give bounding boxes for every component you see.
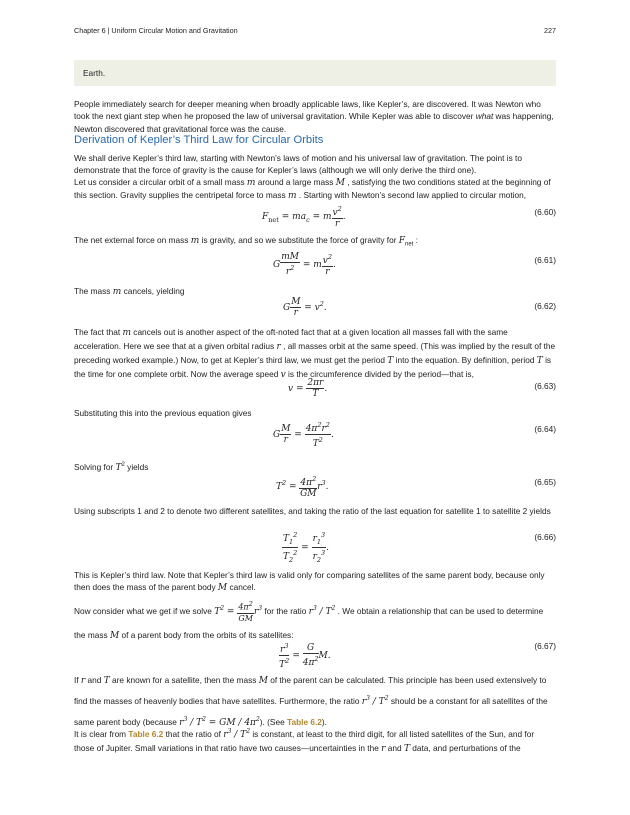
equation-6-66: $\frac{T_1^2}{T_2^2}$ = $\frac{r_1^3}{r_2^3}$ . bbox=[283, 531, 330, 564]
paragraph-circular-orbit: Let us consider a circular orbit of a small mass m around a large mass M , satisfying the two conditions stated at the beginning of this section. Gravity supplies the centripetal force to mass m . Starting with Newton’s second law applied to circular motion, bbox=[74, 177, 551, 202]
paragraph-keplers-third: This is Kepler’s third law. Note that Kepler’s third law is valid only for comparing satellites of the same parent body, because only then does the mass of the parent body M cancel. bbox=[74, 570, 545, 594]
page-number: 227 bbox=[544, 26, 556, 35]
paragraph-derive: We shall derive Kepler’s third law, starting with Newton’s laws of motion and his universal law of gravitation. The point is to demonstrate that the force of gravity is the cause for Kepler’s laws (although we will only derive the third one). bbox=[74, 153, 522, 176]
equation-6-65: $T^2$ = $\frac{4\pi^2}{GM}$ $r^3$. bbox=[276, 475, 329, 499]
paragraph-intro: People immediately search for deeper meaning when broadly applicable laws, like Kepler’s, are discovered. It was Newton who took the next giant step when he proposed the law of universal gravitation. While Kepler was able to discover what was happening, Newton discovered that gravitational force was the cause. bbox=[74, 99, 554, 134]
box-text: Earth. bbox=[83, 68, 106, 78]
equation-6-61: G $\frac{mM}{r^2}$ = m $\frac{v^2}{r}$ . bbox=[273, 252, 336, 277]
paragraph-table: It is clear from Table 6.2 that the ratio of $r^3 / T^2$ is constant, at least to the third digit, for all listed satellites of the Sun, and for those of Jupiter. Small variations in that ratio have two causes—uncertainties in the r and T data, and perturbations of the bbox=[74, 728, 535, 754]
paragraph-cancels: The mass m cancels, yielding bbox=[74, 286, 185, 297]
paragraph-solving: Solving for $T^2$ yields bbox=[74, 461, 149, 473]
equation-number: (6.63) bbox=[534, 381, 556, 391]
equation-number: (6.64) bbox=[534, 424, 556, 434]
equation-6-64: G $\frac{M}{r}$ = $\frac{4\pi^2r^2}{T^2}$ . bbox=[273, 421, 334, 449]
equation-number: (6.67) bbox=[534, 641, 556, 651]
equation-6-60: $F_{net} = ma_c = m$ $\frac{v^2}{r}$ . bbox=[262, 205, 346, 229]
running-header bbox=[74, 25, 556, 37]
section-title: Derivation of Kepler’s Third Law for Circular Orbits bbox=[74, 134, 324, 146]
paragraph-subscripts: Using subscripts 1 and 2 to denote two different satellites, and taking the ratio of the last equation for satellite 1 to satellite 2 yields bbox=[74, 506, 551, 516]
equation-number: (6.60) bbox=[534, 207, 556, 217]
paragraph-known: If r and T are known for a satellite, then the mass M of the parent can be calculated. This principle has been used extensively to find the masses of heavenly bodies that have satellites. Furthermore, the ratio $r^3 / T^2$ should be a constant for all satellites of the same parent body (because $r^3 / T^2$ = GM / $4\pi^2$). (See Table 6.2). bbox=[74, 675, 548, 728]
paragraph-fact: The fact that m cancels out is another aspect of the oft-noted fact that at a given location all masses fall with the same acceleration. Here we see that at a given orbital radius r , all masses orbit at the same speed. (This was implied by the result of the preceding worked example.) Now, to get at Kepler’s third law, we must get the period T into the equation. By definition, period T is the time for one complete orbit. Now the average speed v is the circumference divided by the period—that is, bbox=[74, 327, 556, 380]
table-ref-link[interactable]: Table 6.2 bbox=[287, 717, 322, 727]
table-ref-link[interactable]: Table 6.2 bbox=[128, 729, 164, 739]
equation-6-63: v = $\frac{2\pi r}{T}$ . bbox=[288, 378, 328, 399]
paragraph-net-force: The net external force on mass m is gravity, and so we substitute the force of gravity for $F_{net}$ : bbox=[74, 235, 418, 248]
equation-6-67: $\frac{r^3}{T^2}$ = $\frac{G}{4\pi^2}$ M. bbox=[279, 642, 331, 670]
equation-number: (6.61) bbox=[534, 255, 556, 265]
equation-number: (6.62) bbox=[534, 301, 556, 311]
equation-6-62: G $\frac{M}{r}$ = $v^2$. bbox=[283, 297, 327, 318]
equation-number: (6.65) bbox=[534, 477, 556, 487]
equation-number: (6.66) bbox=[534, 532, 556, 542]
paragraph-mass: Now consider what we get if we solve $T^2$ = $\frac{4\pi^2}{GM}$ $r^3$ for the ratio $r^3 / T^2$ . We obtain a relationship that can be used to determine the mass M of a parent body from the orbits of its satellites: bbox=[74, 600, 544, 641]
chapter-title: Chapter 6 | Uniform Circular Motion and Gravitation bbox=[74, 26, 238, 35]
paragraph-keplers-third-text: This is Kepler’s third law. Note that Kepler’s third law is valid only for comparing satellites of the same parent body, because only then does the mass of the parent body bbox=[74, 570, 545, 593]
example-box-tail bbox=[74, 60, 556, 86]
paragraph-substituting: Substituting this into the previous equation gives bbox=[74, 408, 252, 418]
